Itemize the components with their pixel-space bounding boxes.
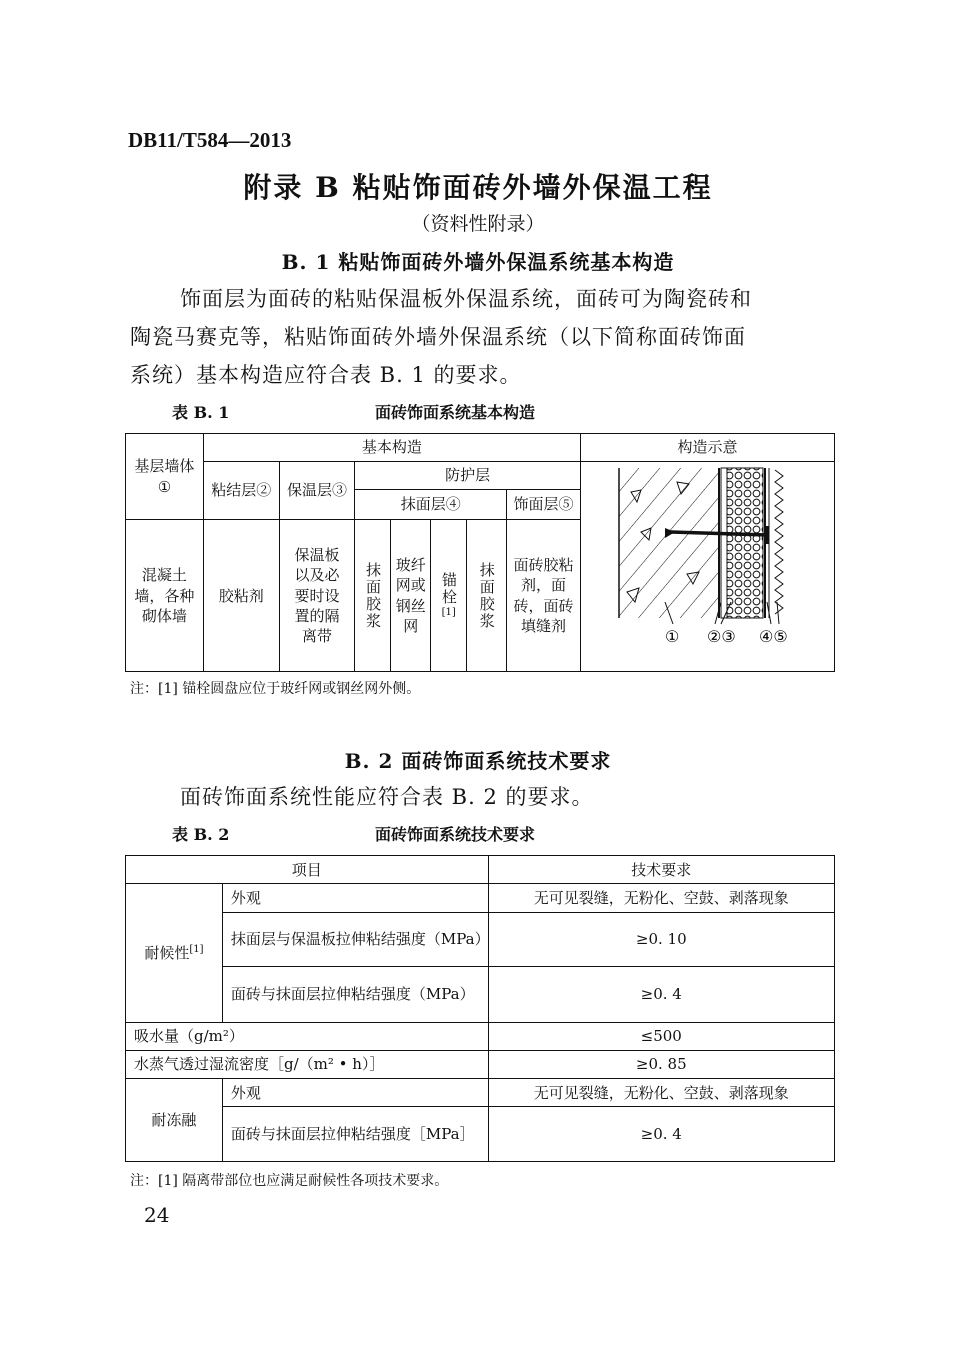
table-b1-note: 注：[1] 锚栓圆盘应位于玻纤网或钢丝网外侧。 <box>130 681 421 697</box>
section-b2-title: B. 2 面砖饰面系统技术要求 <box>344 749 612 773</box>
standard-code: DB11/T584—2013 <box>128 128 292 152</box>
cell-insulation: 保温板以及必要时设置的隔离带 <box>279 520 355 672</box>
b1-paragraph-line1: 饰面层为面砖的粘贴保温板外保温系统，面砖可为陶瓷砖和 <box>180 287 752 311</box>
cell-render-mortar-2: 抹面胶浆 <box>467 520 507 672</box>
cell-finish: 面砖胶粘剂，面砖，面砖填缝剂 <box>507 520 581 672</box>
header-bond-layer: 粘结层② <box>203 462 279 520</box>
header-protect-layer: 防护层 <box>355 462 581 490</box>
table-b2 <box>125 855 835 1162</box>
table-row: 面砖与抹面层拉伸粘结强度［MPa］ ≥0. 4 <box>126 1107 835 1162</box>
header-diagram: 构造示意 <box>580 434 834 462</box>
cell-anchor: 锚栓 [1] <box>431 520 467 672</box>
table-b2-label: 表 B. 2 <box>172 825 230 844</box>
wall-section-diagram <box>581 462 833 666</box>
header-insulation-layer: 保温层③ <box>279 462 355 520</box>
header-finish-layer: 饰面层⑤ <box>507 490 581 520</box>
header-requirement: 技术要求 <box>488 856 834 884</box>
diagram-label-23: ②③ <box>707 627 737 646</box>
cell-mesh: 玻纤网或钢丝网 <box>391 520 431 672</box>
table-b1-caption: 面砖饰面系统基本构造 <box>375 403 536 422</box>
b2-paragraph: 面砖饰面系统性能应符合表 B. 2 的要求。 <box>180 785 594 809</box>
table-row: 耐冻融 外观 无可见裂缝，无粉化、空鼓、剥落现象 <box>126 1079 835 1107</box>
base-wall-hatch <box>619 468 719 618</box>
cell-render-mortar-1: 抹面胶浆 <box>355 520 391 672</box>
appendix-title: 附录 B 粘贴饰面砖外墙外保温工程 <box>243 171 713 204</box>
table-row: 耐候性[1] 外观 无可见裂缝，无粉化、空鼓、剥落现象 <box>126 884 835 912</box>
diagram-label-45: ④⑤ <box>759 627 789 646</box>
weather-resistance-label: 耐候性[1] <box>126 884 223 1022</box>
header-item: 项目 <box>126 856 489 884</box>
b1-paragraph-line2: 陶瓷马赛克等，粘贴饰面砖外墙外保温系统（以下简称面砖饰面 <box>130 325 746 349</box>
table-row: 抹面层与保温板拉伸粘结强度（MPa） ≥0. 10 <box>126 912 835 967</box>
anchor-note-ref: [1] <box>441 606 456 618</box>
header-render-layer: 抹面层④ <box>355 490 507 520</box>
table-b1 <box>125 433 835 672</box>
table-row: 水蒸气透过湿流密度［g/（m² • h）］ ≥0. 85 <box>126 1050 835 1078</box>
cell-base-wall: 混凝土墙，各种砌体墙 <box>126 520 204 672</box>
page-number: 24 <box>144 1203 170 1227</box>
insulation-board <box>727 468 763 618</box>
table-b1-label: 表 B. 1 <box>172 403 230 422</box>
freeze-thaw-label: 耐冻融 <box>126 1079 223 1162</box>
table-row: 吸水量（g/m²） ≤500 <box>126 1022 835 1050</box>
appendix-subtitle: （资料性附录） <box>411 213 545 235</box>
header-base-wall: 基层墙体 ① <box>126 434 204 520</box>
structure-diagram <box>580 462 834 672</box>
header-basic-structure: 基本构造 <box>203 434 580 462</box>
b1-paragraph-line3: 系统）基本构造应符合表 B. 1 的要求。 <box>130 363 522 387</box>
cell-bond: 胶粘剂 <box>203 520 279 672</box>
diagram-label-1: ① <box>665 627 680 646</box>
table-b2-note: 注：[1] 隔离带部位也应满足耐候性各项技术要求。 <box>130 1173 449 1189</box>
table-b2-caption: 面砖饰面系统技术要求 <box>375 825 536 844</box>
section-b1-title: B. 1 粘贴饰面砖外墙外保温系统基本构造 <box>281 250 675 274</box>
table-row: 面砖与抹面层拉伸粘结强度（MPa） ≥0. 4 <box>126 967 835 1023</box>
